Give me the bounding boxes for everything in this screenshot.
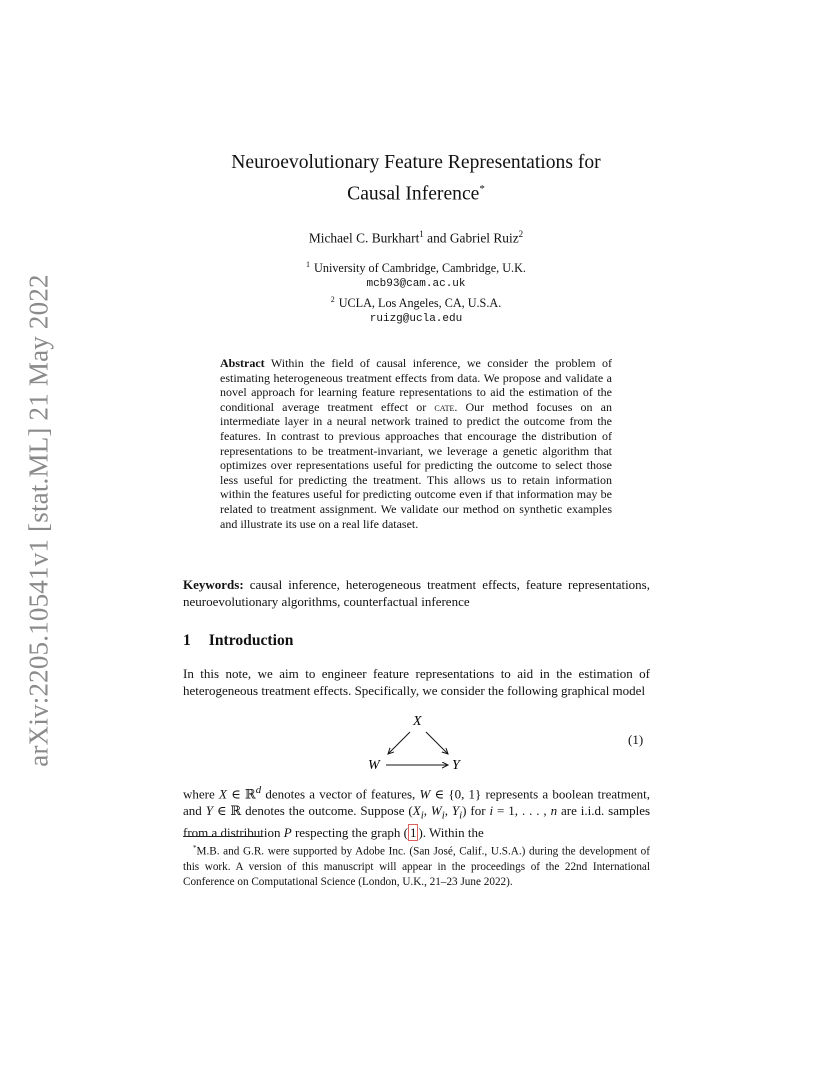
intro-paragraph-1: In this note, we aim to engineer feature representations to aid in the estimation of heterogeneous treatment effects. Specifically, we consider the following graphical model bbox=[183, 666, 650, 698]
author-list bbox=[150, 229, 682, 246]
author-2-name: Gabriel Ruiz bbox=[449, 230, 519, 246]
graphical-model-diagram bbox=[360, 712, 480, 774]
footnote bbox=[183, 841, 650, 890]
author-1-affil-mark: 1 bbox=[419, 229, 424, 239]
section-title: Introduction bbox=[208, 632, 294, 649]
affiliation-2-org: UCLA, Los Angeles, CA, U.S.A. bbox=[338, 296, 502, 311]
paper-title bbox=[150, 150, 682, 208]
edge-x-to-y bbox=[426, 732, 448, 754]
title-line-2 bbox=[150, 176, 682, 208]
affiliation-1-email[interactable]: mcb93@cam.ac.uk bbox=[366, 277, 466, 290]
affiliation-1-mark: 1 bbox=[306, 260, 311, 269]
abstract-text-1: Within the field of causal inference, we consider the problem of estimating heterogeneous treatment effects from data. We propose and validate a novel approach for learning feature representations to aid the estimation of the conditional average treatment effect or bbox=[220, 356, 612, 414]
abstract-heading: Abstract bbox=[220, 356, 265, 370]
affiliations bbox=[150, 257, 682, 327]
keywords-label: Keywords: bbox=[183, 577, 244, 592]
title-footnote-mark: * bbox=[479, 183, 485, 195]
title-line-2-text: Causal Inference bbox=[347, 183, 480, 205]
p2-text-d: denotes the outcome. Suppose bbox=[245, 803, 405, 819]
footnote-text: M.B. and G.R. were supported by Adobe Inc. (San José, Calif., U.S.A.) during the development of this work. A version of this manuscript will appear in the proceedings of the 22nd International Conference on Computational Science (London, U.K., 21–23 June 2022). bbox=[183, 845, 650, 888]
abstract bbox=[220, 356, 612, 531]
node-w: W bbox=[368, 758, 380, 773]
p2-text-a: where bbox=[183, 786, 215, 802]
equation-ref-link[interactable]: 1 bbox=[409, 824, 417, 840]
keywords bbox=[183, 576, 650, 610]
p2-text-f: are i.i.d. samples from a distribution bbox=[183, 803, 651, 840]
p2-text-e: for bbox=[470, 803, 486, 819]
abstract-cate-acronym: cate bbox=[434, 399, 455, 414]
p2-text-c: represents a boolean treatment, and bbox=[183, 786, 651, 819]
p2-text-g: respecting the graph bbox=[294, 824, 401, 840]
affiliation-1 bbox=[150, 257, 682, 277]
arxiv-identifier: arXiv:2205.10541v1 [stat.ML] 21 May 2022 bbox=[23, 274, 54, 767]
footnote-mark: * bbox=[193, 844, 197, 852]
author-2-affil-mark: 2 bbox=[518, 229, 524, 239]
footnote-rule bbox=[183, 836, 263, 837]
section-heading-introduction bbox=[183, 632, 293, 650]
authors-conjunction: and bbox=[427, 230, 447, 246]
affiliation-2-mark: 2 bbox=[330, 295, 335, 305]
affiliation-2 bbox=[150, 292, 682, 312]
section-number: 1 bbox=[183, 632, 191, 649]
p2-text-h: . Within the bbox=[422, 824, 484, 840]
intro-paragraph-2: where X ∈ ℝ$^d$ denotes a vector of features, W ∈ {0, 1} represents a boolean treatment, and Y ∈ ℝ denotes the outcome. Suppose ($X_i$, $W_i$, $Y_i$) for i = 1, . . . , n are i.i.d. samples from a distribution P respecting the graph ( 1 ). Within the bbox=[183, 784, 651, 840]
abstract-text-2: . Our method focuses on an intermediate layer in a neural network trained to predict the outcome from the features. In contrast to previous approaches that encourage the distribution of representations to be treatment-invariant, we leverage a genetic algorithm that optimizes over representations useful for predicting the outcome to select those less useful for predicting the treatment. This allows us to retain information within the features useful for predicting outcome even if that information may be related to treatment assignment. We validate our method on synthetic examples and illustrate its use on a real life dataset. bbox=[220, 399, 612, 531]
node-y: Y bbox=[452, 758, 460, 773]
author-1-name: Michael C. Burkhart bbox=[308, 230, 420, 246]
keywords-text: causal inference, heterogeneous treatment effects, feature representations, neuroevolutionary algorithms, counterfactual inference bbox=[183, 577, 650, 609]
equation-number: (1) bbox=[628, 732, 644, 747]
math-x-in-rd: X bbox=[218, 786, 227, 802]
p2-text-b: denotes a vector of features, bbox=[265, 786, 416, 802]
title-line-1: Neuroevolutionary Feature Representations for bbox=[231, 152, 601, 173]
affiliation-2-email[interactable]: ruizg@ucla.edu bbox=[369, 312, 463, 325]
affiliation-1-org: University of Cambridge, Cambridge, U.K. bbox=[314, 261, 526, 276]
edge-x-to-w bbox=[388, 732, 410, 754]
arxiv-sideband bbox=[22, 268, 56, 773]
node-x: X bbox=[413, 714, 422, 729]
